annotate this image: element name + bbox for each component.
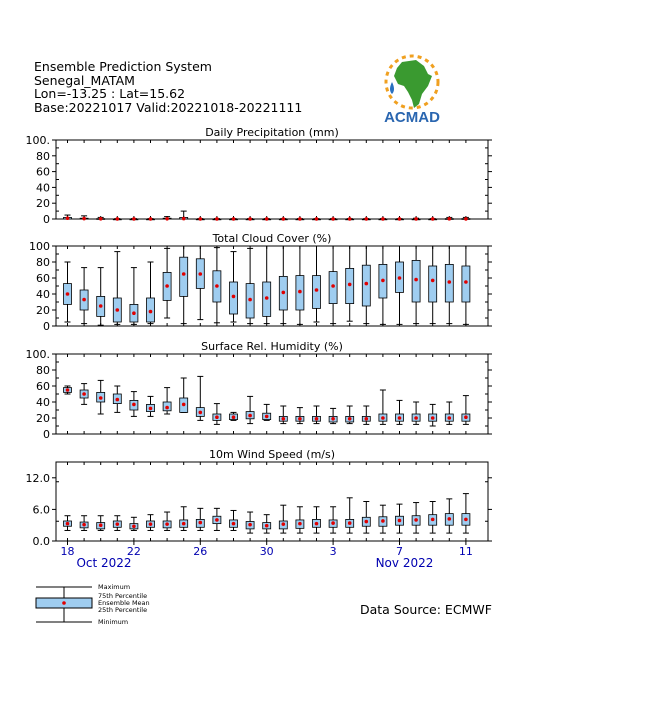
mean-point bbox=[265, 296, 269, 300]
mean-point bbox=[132, 217, 136, 221]
mean-point bbox=[365, 282, 369, 286]
mean-point bbox=[82, 217, 86, 221]
mean-point bbox=[149, 310, 153, 314]
iqr-box bbox=[429, 266, 437, 302]
mean-point bbox=[282, 522, 286, 526]
y-tick-label: 80 bbox=[36, 149, 50, 163]
logo-text: ACMAD bbox=[384, 109, 440, 124]
month-label-oct: Oct 2022 bbox=[76, 556, 132, 570]
mean-point bbox=[66, 522, 70, 526]
month-label-nov: Nov 2022 bbox=[375, 556, 434, 570]
x-tick-label: 3 bbox=[329, 545, 337, 558]
mean-point bbox=[448, 416, 452, 420]
mean-point bbox=[116, 522, 120, 526]
mean-point bbox=[298, 417, 302, 421]
mean-point bbox=[248, 523, 252, 527]
mean-point bbox=[431, 518, 435, 522]
y-tick-label: 60 bbox=[36, 165, 50, 179]
mean-point bbox=[448, 280, 452, 284]
mean-point bbox=[265, 415, 269, 419]
mean-point bbox=[315, 522, 319, 526]
data-source: Data Source: ECMWF bbox=[360, 602, 492, 617]
mean-point bbox=[82, 392, 86, 396]
mean-point bbox=[414, 518, 418, 522]
mean-point bbox=[215, 217, 219, 221]
mean-point bbox=[348, 521, 352, 525]
mean-point bbox=[414, 278, 418, 282]
mean-point bbox=[414, 217, 418, 221]
mean-point bbox=[398, 276, 402, 280]
mean-point bbox=[448, 517, 452, 521]
y-tick-label: 100. bbox=[25, 348, 50, 361]
mean-point bbox=[348, 217, 352, 221]
y-tick-label: 80 bbox=[36, 364, 50, 377]
mean-point bbox=[331, 217, 335, 221]
x-tick-label: 18 bbox=[60, 545, 75, 558]
x-tick-label: 11 bbox=[458, 545, 473, 558]
panel-title: Total Cloud Cover (%) bbox=[212, 232, 332, 245]
y-tick-label: 12.0 bbox=[25, 471, 50, 485]
mean-point bbox=[331, 521, 335, 525]
mean-point bbox=[282, 291, 286, 295]
mean-point bbox=[298, 217, 302, 221]
mean-point bbox=[381, 279, 385, 283]
mean-point bbox=[248, 414, 252, 418]
iqr-box bbox=[362, 265, 370, 306]
mean-point bbox=[282, 417, 286, 421]
mean-point bbox=[149, 407, 153, 411]
panel-frame bbox=[56, 462, 488, 541]
mean-point bbox=[132, 524, 136, 528]
y-tick-label: 0 bbox=[43, 213, 50, 226]
mean-point bbox=[66, 292, 70, 296]
mean-point bbox=[199, 272, 203, 276]
x-tick-label: 26 bbox=[193, 545, 208, 558]
mean-point bbox=[381, 217, 385, 221]
panel-title: 10m Wind Speed (m/s) bbox=[208, 448, 336, 461]
mean-point bbox=[199, 411, 203, 415]
location-name: Senegal_MATAM bbox=[34, 72, 135, 88]
mean-point bbox=[431, 279, 435, 283]
mean-point bbox=[66, 216, 70, 220]
mean-point bbox=[99, 523, 103, 527]
panel-title: Surface Rel. Humidity (%) bbox=[201, 340, 343, 353]
mean-point bbox=[116, 308, 120, 312]
mean-point bbox=[165, 217, 169, 221]
y-tick-label: 20 bbox=[36, 304, 50, 317]
mean-point bbox=[165, 522, 169, 526]
coordinates: Lon=-13.25 : Lat=15.62 bbox=[34, 86, 186, 101]
mean-point bbox=[365, 417, 369, 421]
mean-point bbox=[232, 522, 236, 526]
mean-point bbox=[132, 403, 136, 407]
mean-point bbox=[66, 388, 70, 392]
mean-point bbox=[464, 518, 468, 522]
mean-point bbox=[464, 415, 468, 419]
mean-point bbox=[315, 288, 319, 292]
mean-point bbox=[464, 280, 468, 284]
mean-point bbox=[215, 284, 219, 288]
iqr-box bbox=[180, 257, 188, 296]
mean-point bbox=[365, 217, 369, 221]
y-tick-label: 40 bbox=[36, 396, 50, 409]
mean-point bbox=[116, 217, 120, 221]
mean-point bbox=[199, 217, 203, 221]
mean-point bbox=[315, 217, 319, 221]
mean-point bbox=[182, 403, 186, 407]
legend-p25: 25th Percentile bbox=[98, 606, 148, 614]
mean-point bbox=[165, 406, 169, 410]
y-tick-label: 60 bbox=[36, 380, 50, 393]
y-tick-label: 0 bbox=[43, 320, 50, 333]
y-tick-label: 40 bbox=[36, 181, 50, 195]
x-tick-label: 22 bbox=[126, 545, 141, 558]
x-tick-label: 7 bbox=[396, 545, 403, 558]
mean-point bbox=[82, 523, 86, 527]
mean-point bbox=[298, 522, 302, 526]
mean-point bbox=[215, 518, 219, 522]
y-tick-label: 100 bbox=[29, 240, 50, 253]
panel-frame bbox=[56, 140, 488, 219]
legend-mean: Ensemble Mean bbox=[98, 599, 150, 607]
mean-point bbox=[398, 217, 402, 221]
mean-point bbox=[464, 217, 468, 221]
mean-point bbox=[365, 520, 369, 524]
y-tick-label: 80 bbox=[36, 256, 50, 269]
mean-point bbox=[232, 295, 236, 299]
mean-point bbox=[182, 272, 186, 276]
mean-point bbox=[215, 415, 219, 419]
mean-point bbox=[132, 311, 136, 315]
mean-point bbox=[431, 416, 435, 420]
mean-point bbox=[331, 417, 335, 421]
mean-point bbox=[348, 283, 352, 287]
y-tick-label: 20 bbox=[36, 412, 50, 425]
mean-point bbox=[99, 217, 103, 221]
y-tick-label: 100. bbox=[25, 134, 50, 147]
mean-point bbox=[248, 217, 252, 221]
y-tick-label: 20 bbox=[36, 197, 50, 211]
mean-point bbox=[232, 415, 236, 419]
mean-point bbox=[398, 416, 402, 420]
mean-point bbox=[298, 290, 302, 294]
y-tick-label: 0.0 bbox=[32, 535, 50, 548]
mean-point bbox=[149, 217, 153, 221]
mean-point bbox=[315, 417, 319, 421]
mean-point bbox=[348, 417, 352, 421]
mean-point bbox=[99, 304, 103, 308]
mean-point bbox=[165, 284, 169, 288]
legend-maximum: Maximum bbox=[98, 584, 131, 591]
mean-point bbox=[248, 298, 252, 302]
mean-point bbox=[381, 519, 385, 523]
mean-point bbox=[99, 396, 103, 400]
mean-point bbox=[182, 217, 186, 221]
iqr-box bbox=[313, 276, 321, 309]
mean-point bbox=[149, 522, 153, 526]
mean-point bbox=[265, 524, 269, 528]
legend bbox=[34, 584, 174, 628]
mean-point bbox=[182, 522, 186, 526]
legend-p75: 75th Percentile bbox=[98, 592, 148, 600]
mean-point bbox=[414, 416, 418, 420]
mean-point bbox=[331, 284, 335, 288]
x-tick-label: 30 bbox=[259, 545, 274, 558]
y-tick-label: 60 bbox=[36, 272, 50, 285]
mean-point bbox=[398, 519, 402, 523]
y-tick-label: 6.0 bbox=[32, 503, 50, 517]
mean-point bbox=[381, 416, 385, 420]
mean-point bbox=[431, 217, 435, 221]
mean-point bbox=[282, 217, 286, 221]
mean-point bbox=[265, 217, 269, 221]
mean-point bbox=[116, 398, 120, 402]
panel-title: Daily Precipitation (mm) bbox=[205, 126, 339, 139]
y-tick-label: 0 bbox=[43, 428, 50, 441]
mean-point bbox=[199, 521, 203, 525]
legend-minimum: Minimum bbox=[98, 618, 129, 626]
y-tick-label: 40 bbox=[36, 288, 50, 301]
base-valid-dates: Base:20221017 Valid:20221018-20221111 bbox=[34, 99, 303, 115]
system-title: Ensemble Prediction System bbox=[34, 59, 212, 74]
mean-point bbox=[232, 217, 236, 221]
iqr-box bbox=[462, 266, 470, 302]
mean-point bbox=[448, 217, 452, 221]
mean-point bbox=[82, 298, 86, 302]
